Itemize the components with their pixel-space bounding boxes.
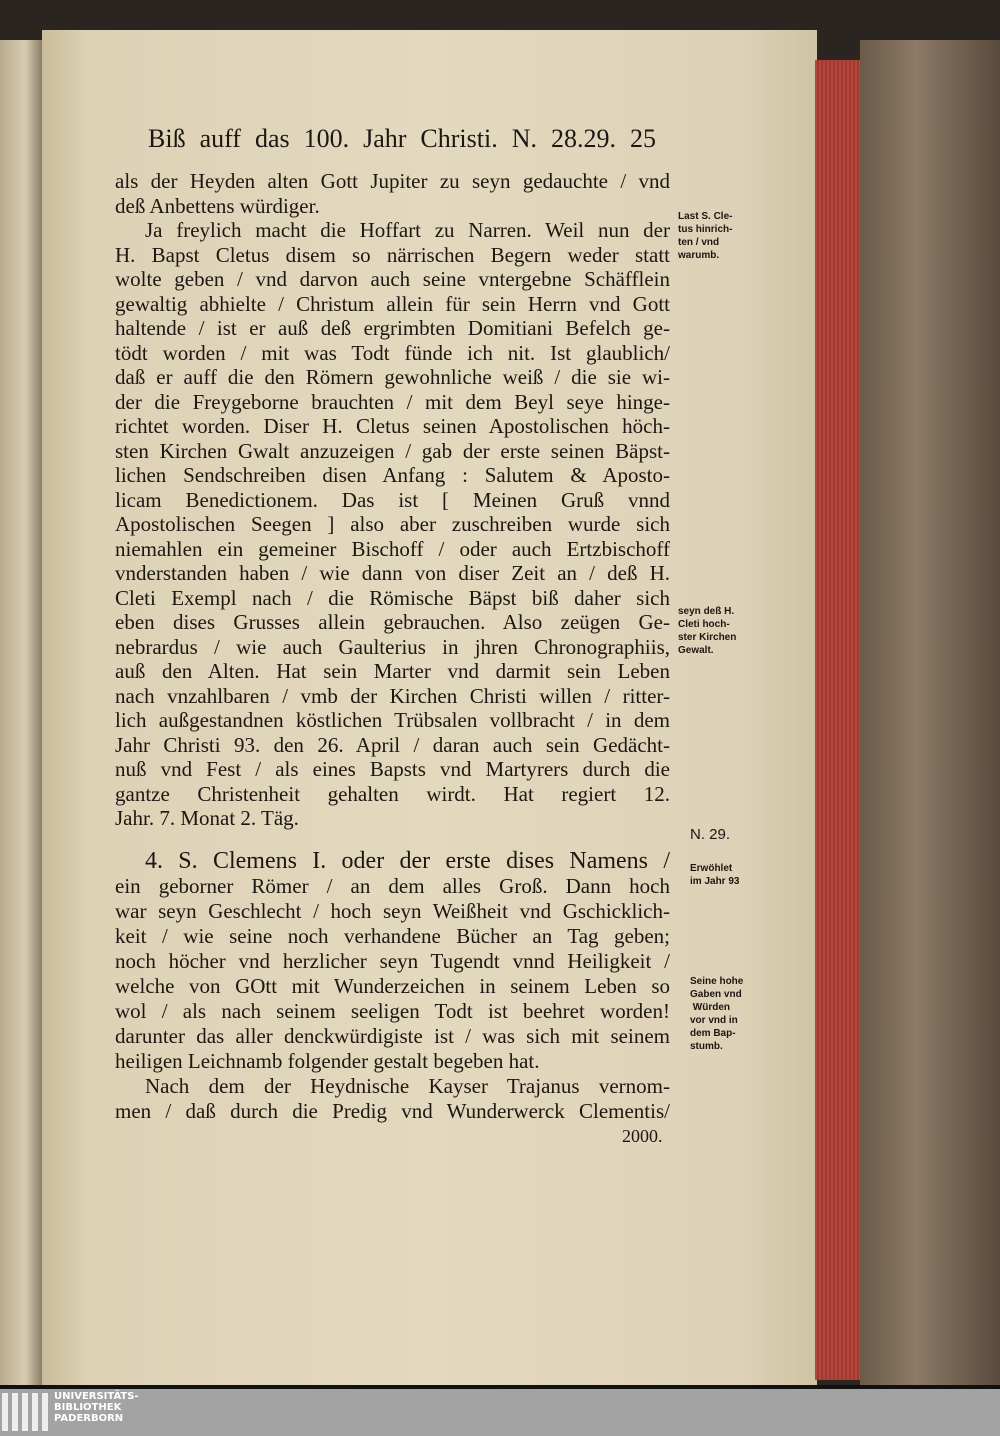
text-line: eben dises Grusses allein gebrauchen. Also zeügen Ge- — [115, 610, 670, 634]
text-line: lich außgestandnen köstlichen Trübsalen vollbracht / in dem — [115, 708, 670, 732]
text-line: Cleti Exempl nach / die Römische Bäpst biß daher sich — [115, 585, 670, 610]
margin-note-cletus-execution: Last S. Cle- tus hinrich- ten / vnd warumb. — [678, 211, 733, 261]
margin-note-church-authority: seyn deß H. Cleti hoch- ster Kirchen Gewalt. — [678, 606, 737, 656]
margin-note-elected: Erwöhlet im Jahr 93 — [690, 863, 740, 887]
text-line: Ja freylich macht die Hoffart zu Narren. Weil nun der — [145, 218, 670, 242]
text-line: H. Bapst Cletus disem so närrischen Begern weder statt — [115, 242, 670, 267]
text-line: daß er auff die den Römern gewohnliche weiß / die sie wi- — [115, 365, 670, 389]
text-line: niemahlen ein gemeiner Bischoff / oder auch Ertzbischoff — [115, 536, 670, 561]
text-line: men / daß durch die Predig vnd Wunderwerck Clementis/ — [115, 1099, 670, 1123]
text-line: Jahr. 7. Monat 2. Täg. — [115, 806, 299, 830]
text-line: Nach dem der Heydnische Kayser Trajanus vernom- — [145, 1074, 670, 1098]
text-line: Jahr Christi 93. den 26. April / daran auch sein Gedächt- — [115, 732, 670, 757]
text-line: der die Freygeborne brauchten / mit dem Beyl seye hinge- — [115, 389, 670, 414]
margin-section-number: N. 29. — [690, 826, 731, 843]
library-logo-text: UNIVERSITÄTS- BIBLIOTHEK PADERBORN — [54, 1391, 139, 1424]
text-line: wolte geben / vnd darvon auch seine vntergebne Schäfflein — [115, 267, 670, 291]
book-cover — [860, 40, 1000, 1385]
text-line: noch höcher vnd herzlicher seyn Tugendt vnnd Heiligkeit / — [115, 949, 670, 973]
text-line: Apostolischen Seegen ] also aber zuschreiben wurde sich — [115, 512, 670, 536]
text-line: 4. S. Clemens I. oder der erste dises Namens / — [145, 848, 670, 874]
text-line: tödt worden / mit was Todt fünde ich nit. Ist glaublich/ — [115, 340, 670, 365]
running-header: Biß auff das 100. Jahr Christi. N. 28.29. 25 — [148, 124, 656, 153]
margin-note-gifts: Seine hohe Gaben vnd Würden vor vnd in dem Bap- stumb. — [690, 976, 744, 1052]
text-line: gewaltig abhielte / Christum allein für sein Herrn vnd Gott — [115, 291, 670, 316]
catchword: 2000. — [622, 1126, 663, 1146]
text-line: nuß vnd Fest / als eines Bapsts vnd Martyrers durch die — [115, 757, 670, 781]
text-line: wol / als nach seinem seeligen Todt ist beehret worden! — [115, 999, 670, 1023]
text-line: als der Heyden alten Gott Jupiter zu seyn gedauchte / vnd — [115, 169, 670, 193]
text-line: lichen Sendschreiben disen Anfang : Salutem & Aposto- — [115, 463, 670, 487]
text-line: nach vnzahlbaren / vmb der Kirchen Christi willen / ritter- — [115, 683, 670, 708]
text-line: deß Anbettens würdiger. — [115, 193, 320, 218]
text-line: ein geborner Römer / an dem alles Groß. Dann hoch — [115, 874, 670, 898]
library-logo-icon — [2, 1393, 52, 1436]
red-page-edges — [815, 60, 863, 1380]
text-line: vnderstanden haben / wie dann von diser Zeit an / deß H. — [115, 561, 670, 585]
text-line: gantze Christenheit gehalten wirdt. Hat regiert 12. — [115, 781, 670, 806]
text-line: sten Kirchen Gwalt anzuzeigen / gab der erste seinen Bäpst- — [115, 438, 670, 463]
text-line: richtet worden. Diser H. Cletus seinen Apostolischen höch- — [115, 414, 670, 438]
text-line: welche von GOtt mit Wunderzeichen in seinem Leben so — [115, 974, 670, 998]
text-line: war seyn Geschlecht / hoch seyn Weißheit vnd Gschicklich- — [115, 899, 670, 923]
text-line: keit / wie seine noch verhandene Bücher an Tag geben; — [115, 924, 670, 948]
library-footer — [0, 1385, 1000, 1436]
text-line: nebrardus / wie auch Gaulterius in jhren Chronographiis, — [115, 634, 670, 659]
text-line: auß den Alten. Hat sein Marter vnd darmit sein Leben — [115, 659, 670, 683]
text-line: heiligen Leichnamb folgender gestalt begeben hat. — [115, 1049, 540, 1073]
text-line: haltende / ist er auß deß ergrimbten Domitiani Befelch ge- — [115, 316, 670, 340]
text-line: darunter das aller denckwürdigiste ist / was sich mit seinem — [115, 1024, 670, 1048]
facing-page-edge — [0, 40, 42, 1385]
text-line: licam Benedictionem. Das ist [ Meinen Gruß vnnd — [115, 487, 670, 512]
